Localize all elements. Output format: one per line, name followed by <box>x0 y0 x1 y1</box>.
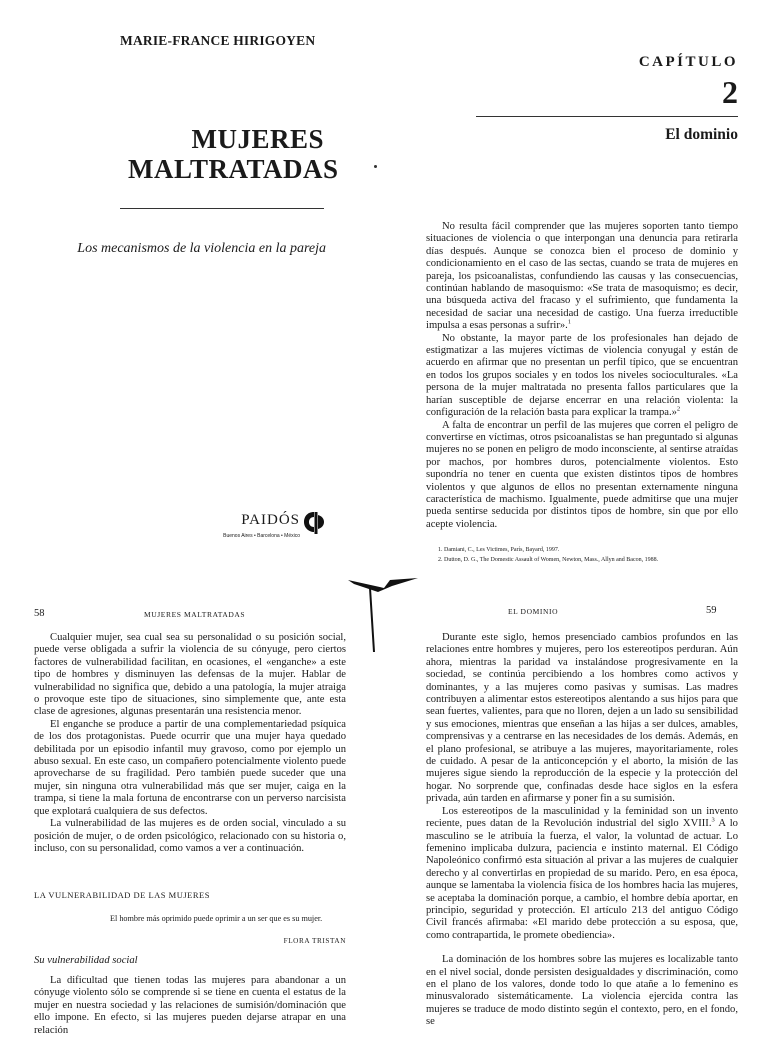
note-ref-1: 1 <box>567 318 572 326</box>
page58-body-2 <box>34 975 346 1037</box>
chapter-paragraph-1: No resulta fácil comprender que las mujeres soporten tanto tiempo situaciones de violencia o que interpongan una denuncia para retirarla días después. Aunque se conozca bien el proceso de dominio y condicionamiento en el caso de las sectas, cuando se trata de mujeres en pareja, los psicoanalistas, confundiendo las causas y las consecuencias, continúan hablando de masoquismo: «Se trata de masoquismo; es decir, una búsqueda activa del fracaso y el sufrimiento, que fundamenta la necesidad de saciar una necesidad de castigo. Una fuerza irreductible impulsa a esas personas a sufrir».$^1$ <box>426 221 738 332</box>
binding-mark <box>348 578 418 654</box>
chapter-rule <box>476 116 738 117</box>
note-ref-3: 3 <box>711 816 715 824</box>
page-number-58: 58 <box>34 608 45 619</box>
chapter-paragraph-2: No obstante, la mayor parte de los profesionales han dejado de estigmatizar a las mujeres víctimas de violencia conyugal y están de acuerdo en afirmar que no presentan un perfil típico, que se encuentran en todos los grupos sociales y en todos los niveles socioculturales. «La persona de la mujer maltratada no presenta fallos particulares que la harían susceptible de dejarse encerrar en una relación violenta: la configuración de la relación basta para explicar la trampa.»$^2$ <box>426 332 738 419</box>
page59-paragraph-2: Los estereotipos de la masculinidad y la feminidad son un invento reciente, pues datan de la Revolución industrial del siglo XVIII.$^3$ A lo masculino se le atribuía la fuerza, el valor, la voluntad de actuar. Lo femenino implicaba dulzura, paciencia e instinto maternal. El Código Napoleónico confirmó esta situación al privar a las mujeres de cualquier derecho y al convertirlas en propiedad de su marido. Pero, en esa época, aunque se lamentaba la violencia física de los hombres hacia las mujeres, se aceptaba la dominación porque, a cambio, el hombre debía aportar, en principio, seguridad y protección. El artículo 213 del antiguo Código Civil francés afirmaba: «El marido debe protección a su esposa, que, como contrapartida, le promete obediencia». <box>426 805 738 941</box>
title-rule <box>120 208 324 209</box>
publisher-name: PAIDÓS <box>241 512 300 528</box>
epigraph: El hombre más oprimido puede oprimir a un ser que es su mujer. <box>110 914 323 923</box>
chapter-label: CAPÍTULO <box>638 54 738 70</box>
page59-paragraph-3: La dominación de los hombres sobre las mujeres es localizable tanto en el nivel social, donde persisten desigualdades y discriminación, como en el plano de los valores, donde todo lo que atañe a lo femenino es minusvalorado sistemáticamente. La violencia ejercida contra las mujeres se traduce de modo distinto según el contexto, pero, en el fondo, se <box>426 954 738 1028</box>
footnote-1: 1. Damiani, C., Les Victimes, París, Bayard, 1997. <box>438 547 560 553</box>
publisher-cities: Buenos Aires • Barcelona • México <box>223 533 300 539</box>
chapter-body <box>426 221 738 531</box>
subsection-heading: Su vulnerabilidad social <box>34 955 138 966</box>
book-title-line-2: MALTRATADAS <box>128 154 339 184</box>
publisher-logo-icon <box>302 510 326 536</box>
section-heading: LA VULNERABILIDAD DE LAS MUJERES <box>34 890 210 900</box>
footnote-2: 2. Dutton, D. G., The Domestic Assault of Women, Newton, Mass., Allyn and Bacon, 1988. <box>438 557 659 563</box>
page58-body <box>34 632 346 855</box>
book-title <box>128 124 339 184</box>
running-head-59: EL DOMINIO <box>508 607 559 616</box>
chapter-title: El dominio <box>665 126 738 143</box>
page58-paragraph-2: El enganche se produce a partir de una complementariedad psíquica de los dos protagonistas. Puede ocurrir que una mujer haya quedado debilitada por un episodio infantil muy gravoso, como por ejemplo un abuso sexual. En este caso, un compañero potencialmente violento puede aprovecharse de su fragilidad. Pero también puede suceder que una mujer, sin ninguna otra vulnerabilidad más que ser mujer, caiga en la trampa, si tiene la mala fortuna de encontrarse con un perverso narcisista que explotará cualquiera de sus defectos. <box>34 718 346 817</box>
book-subtitle: Los mecanismos de la violencia en la pareja <box>77 241 326 256</box>
page58-paragraph-1: Cualquier mujer, sea cual sea su personalidad o su posición social, puede verse obligada a sufrir la violencia de su cónyuge, pero ciertos factores de vulnerabilidad facilitan, en ocasiones, el «enganche» a este tipo de hombres y disminuyen las defensas de la mujer. Hablar de vulnerabilidad no significa que, debido a una patología, la mujer atraiga o provoque este tipo de situaciones, sino simplemente que, ante esta clase de agresiones, algunas presentarán una resistencia menor. <box>34 632 346 718</box>
epigraph-author: FLORA TRISTAN <box>283 937 346 945</box>
footnotes <box>438 545 738 565</box>
chapter-paragraph-3: A falta de encontrar un perfil de las mujeres que corren el peligro de convertirse en víctimas, otros psicoanalistas se han preguntado si algunas mujeres no se ponen en peligro de modo inconsciente, al sentirse atraídas por machos, por hombres duros, potencialmente violentos. Esto supondría no tener en cuenta que existen distintos tipos de hombres violentos y que algunos de ellos no presentan externamente ninguna característica de machismo. Igualmente, puede admitirse que una mujer pueda sentirse seducida por distintos tipos de hombre, sin que por ello acepte violencia. <box>426 419 738 530</box>
page59-paragraph-1: Durante este siglo, hemos presenciado cambios profundos en las relaciones entre hombres y mujeres, pero los estereotipos perduran. Aún ahora, mientras la paridad va instalándose progresivamente en la sociedad, se continúa percibiendo a los hombres como activos y dominantes, y a las mujeres como pasivas y sumisas. Las madres contribuyen a alimentar estos estereotipos alentando a sus hijos para que sean fuertes, valientes, para que no lloren, dejen a un lado su sensibilidad y sus emociones, mientras que enseñan a las hijas a ser dulces, amables, comprensivas y a centrarse en las necesidades de los demás. Además, en el plano profesional, se atribuye a las mujeres, mayoritariamente, roles de cuidado. A pesar de la anticoncepción y el aborto, la misión de las mujeres sigue siendo la reproducción de la especie y la protección del hogar. No sorprende que, confinadas desde hace siglos en la esfera privada, aún tarden en afirmarse y poner fin a su sumisión. <box>426 632 738 805</box>
note-ref-2: 2 <box>676 405 681 413</box>
chapter-number: 2 <box>722 74 738 110</box>
scan-speck <box>374 165 377 168</box>
page-number-59: 59 <box>706 605 717 616</box>
author-name: MARIE-FRANCE HIRIGOYEN <box>120 33 316 48</box>
page59-body <box>426 632 738 1029</box>
running-head-58: MUJERES MALTRATADAS <box>144 610 246 619</box>
book-title-line-1: MUJERES <box>191 124 324 154</box>
page58-paragraph-3: La vulnerabilidad de las mujeres es de orden social, vinculado a su posición de mujer, o de orden psicológico, relacionado con su historia o, incluso, con su personalidad, como vamos a ver a continuación. <box>34 818 346 854</box>
page58-paragraph-4: La dificultad que tienen todas las mujeres para abandonar a un cónyuge violento sólo se comprende si se tiene en cuenta el estatus de la mujer en nuestra sociedad y las relaciones de sumisión/dominación que ello impone. En efecto, si las mujeres pueden dejarse atrapar en una relación <box>34 975 346 1036</box>
